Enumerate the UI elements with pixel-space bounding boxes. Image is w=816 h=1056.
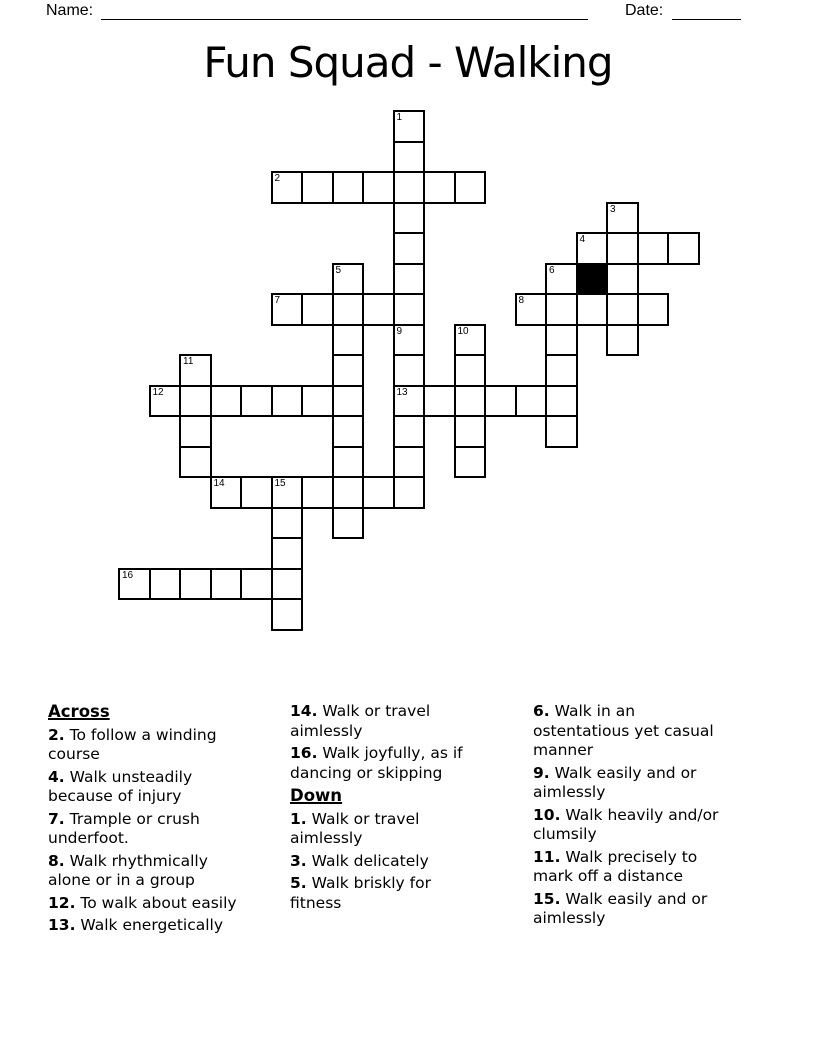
crossword-cell[interactable] (240, 568, 273, 601)
crossword-cell[interactable] (454, 385, 487, 418)
crossword-cell[interactable] (332, 354, 365, 387)
crossword-cell[interactable] (606, 293, 639, 326)
clue-across-12 (48, 894, 241, 914)
crossword-cell[interactable] (545, 324, 578, 357)
crossword-cell[interactable] (271, 537, 304, 570)
crossword-cell[interactable] (393, 354, 426, 387)
crossword-cell[interactable] (332, 324, 365, 357)
crossword-cell[interactable] (454, 415, 487, 448)
crossword-cell[interactable] (210, 385, 243, 418)
cell-number: 9 (396, 325, 403, 337)
crossword-cell[interactable] (393, 202, 426, 235)
crossword-cell[interactable] (423, 385, 456, 418)
crossword-cell[interactable] (301, 171, 334, 204)
cell-number: 14 (213, 478, 225, 489)
crossword-cell[interactable] (606, 324, 639, 357)
cell-number: 4 (579, 234, 586, 245)
clue-text: To walk about easily (80, 893, 237, 912)
black-cell (576, 263, 609, 296)
cell-number: 11 (183, 356, 194, 367)
clue-column-3 (533, 702, 726, 932)
clue-across-16 (290, 744, 483, 783)
clue-across-14 (290, 702, 483, 741)
crossword-cell[interactable] (118, 568, 151, 601)
crossword-cell[interactable] (301, 385, 334, 418)
page-title: Fun Squad - Walking (203, 38, 613, 87)
clue-across-2 (48, 726, 241, 765)
clue-number: 16. (290, 744, 318, 762)
crossword-cell[interactable] (210, 476, 243, 509)
clue-number: 8. (48, 851, 65, 870)
crossword-cell[interactable] (454, 446, 487, 479)
clue-down-5 (290, 874, 483, 913)
cell-number: 2 (274, 173, 281, 184)
crossword-cell[interactable] (210, 568, 243, 601)
name-label: Name: (46, 2, 94, 19)
clue-number: 14. (290, 702, 318, 720)
cell-number: 10 (457, 325, 469, 337)
crossword-cell[interactable] (332, 385, 365, 418)
clue-text: Walk unsteadily because of injury (48, 767, 193, 805)
crossword-cell[interactable] (332, 171, 365, 204)
clue-column-2 (290, 702, 483, 916)
crossword-cell[interactable] (606, 232, 639, 265)
clue-text: Walk precisely to mark off a distance (533, 847, 698, 885)
crossword-cell[interactable] (179, 446, 212, 479)
crossword-cell[interactable] (301, 476, 334, 509)
clue-text: Trample or crush underfoot. (48, 809, 200, 847)
clue-text: Walk delicately (311, 851, 429, 870)
clue-number: 4. (48, 767, 65, 786)
clue-text: Walk energetically (80, 916, 224, 934)
clue-number: 12. (48, 893, 76, 912)
crossword-cell[interactable] (271, 293, 304, 326)
clue-number: 3. (290, 851, 307, 870)
crossword-cell[interactable] (271, 598, 304, 631)
crossword-cell[interactable] (515, 293, 548, 326)
clue-text: Walk joyfully, as if dancing or skipping (290, 744, 463, 782)
crossword-cell[interactable] (393, 293, 426, 326)
crossword-grid (118, 110, 701, 632)
clue-down-1 (290, 810, 483, 849)
crossword-cell[interactable] (606, 202, 639, 235)
clue-number: 6. (533, 702, 550, 720)
crossword-cell[interactable] (332, 446, 365, 479)
cell-number: 8 (518, 295, 525, 306)
clue-number: 1. (290, 809, 307, 828)
crossword-cell[interactable] (393, 232, 426, 265)
clue-number: 7. (48, 809, 65, 828)
cell-number: 6 (549, 264, 555, 276)
clue-text: Walk or travel aimlessly (290, 702, 431, 740)
clue-across-7 (48, 810, 241, 849)
crossword-cell[interactable] (637, 293, 670, 326)
clue-number: 15. (533, 889, 561, 908)
crossword-cell[interactable] (454, 324, 487, 357)
crossword-cell[interactable] (545, 415, 578, 448)
date-writein-line[interactable] (672, 19, 741, 20)
clue-number: 2. (48, 725, 65, 744)
clue-text: Walk easily and or aimlessly (533, 889, 708, 927)
clue-number: 10. (533, 805, 561, 824)
crossword-cell[interactable] (393, 263, 426, 296)
crossword-cell[interactable] (393, 476, 426, 509)
clue-number: 5. (290, 874, 307, 892)
crossword-cell[interactable] (454, 354, 487, 387)
clue-text: Walk in an ostentatious yet casual manner (533, 702, 714, 759)
clue-down-10 (533, 806, 726, 845)
cell-number: 3 (610, 203, 616, 215)
crossword-cell[interactable] (271, 385, 304, 418)
clue-number: 11. (533, 847, 561, 866)
crossword-cell[interactable] (362, 293, 395, 326)
crossword-cell[interactable] (332, 293, 365, 326)
crossword-cell[interactable] (576, 232, 609, 265)
down-heading: Down (290, 786, 343, 805)
date-label: Date: (625, 2, 664, 19)
clue-down-9 (533, 764, 726, 803)
clue-column-1 (48, 702, 241, 939)
crossword-cell[interactable] (271, 507, 304, 540)
cell-number: 5 (335, 264, 342, 276)
crossword-cell[interactable] (393, 385, 426, 418)
cell-number: 16 (122, 569, 134, 581)
crossword-cell[interactable] (423, 171, 456, 204)
crossword-cell[interactable] (240, 385, 273, 418)
clue-text: To follow a winding course (48, 725, 217, 763)
crossword-cell[interactable] (545, 263, 578, 296)
name-writein-line[interactable] (101, 19, 588, 20)
crossword-cell[interactable] (393, 324, 426, 357)
clue-text: Walk briskly for fitness (290, 874, 431, 912)
cell-number: 15 (274, 478, 286, 489)
cell-number: 7 (274, 295, 281, 306)
crossword-cell[interactable] (545, 293, 578, 326)
crossword-cell[interactable] (179, 354, 212, 387)
crossword-cell[interactable] (271, 171, 304, 204)
clue-across-4 (48, 768, 241, 807)
clue-across-8 (48, 852, 241, 891)
crossword-cell[interactable] (301, 293, 334, 326)
crossword-cell[interactable] (362, 476, 395, 509)
crossword-cell[interactable] (393, 141, 426, 174)
crossword-cell[interactable] (667, 232, 700, 265)
crossword-cell[interactable] (332, 507, 365, 540)
across-heading: Across (48, 702, 110, 721)
clue-number: 13. (48, 916, 76, 934)
crossword-cell[interactable] (332, 415, 365, 448)
clue-number: 9. (533, 763, 550, 782)
crossword-cell[interactable] (454, 171, 487, 204)
crossword-cell[interactable] (271, 476, 304, 509)
crossword-cell[interactable] (545, 385, 578, 418)
crossword-cell[interactable] (393, 110, 426, 143)
cell-number: 13 (396, 386, 408, 398)
crossword-cell[interactable] (362, 171, 395, 204)
clue-down-6 (533, 702, 726, 761)
crossword-cell[interactable] (240, 476, 273, 509)
crossword-cell[interactable] (545, 354, 578, 387)
crossword-cell[interactable] (179, 385, 212, 418)
crossword-cell[interactable] (484, 385, 517, 418)
clue-down-15 (533, 890, 726, 929)
crossword-cell[interactable] (332, 476, 365, 509)
crossword-cell[interactable] (179, 415, 212, 448)
crossword-cell[interactable] (271, 568, 304, 601)
crossword-cell[interactable] (393, 415, 426, 448)
cell-number: 1 (396, 112, 403, 123)
clue-down-11 (533, 848, 726, 887)
crossword-cell[interactable] (515, 385, 548, 418)
crossword-cell[interactable] (637, 232, 670, 265)
clue-text: Walk or travel aimlessly (290, 809, 420, 847)
crossword-cell[interactable] (393, 446, 426, 479)
crossword-cell[interactable] (606, 263, 639, 296)
cell-number: 12 (152, 386, 164, 398)
clue-text: Walk easily and or aimlessly (533, 763, 697, 801)
crossword-cell[interactable] (149, 568, 182, 601)
crossword-cell[interactable] (179, 568, 212, 601)
crossword-cell[interactable] (393, 171, 426, 204)
clue-across-13 (48, 916, 241, 936)
crossword-cell[interactable] (332, 263, 365, 296)
clue-text: Walk heavily and/or clumsily (533, 805, 719, 843)
clue-down-3 (290, 852, 483, 872)
crossword-cell[interactable] (576, 293, 609, 326)
clue-text: Walk rhythmically alone or in a group (48, 851, 208, 889)
crossword-cell[interactable] (149, 385, 182, 418)
